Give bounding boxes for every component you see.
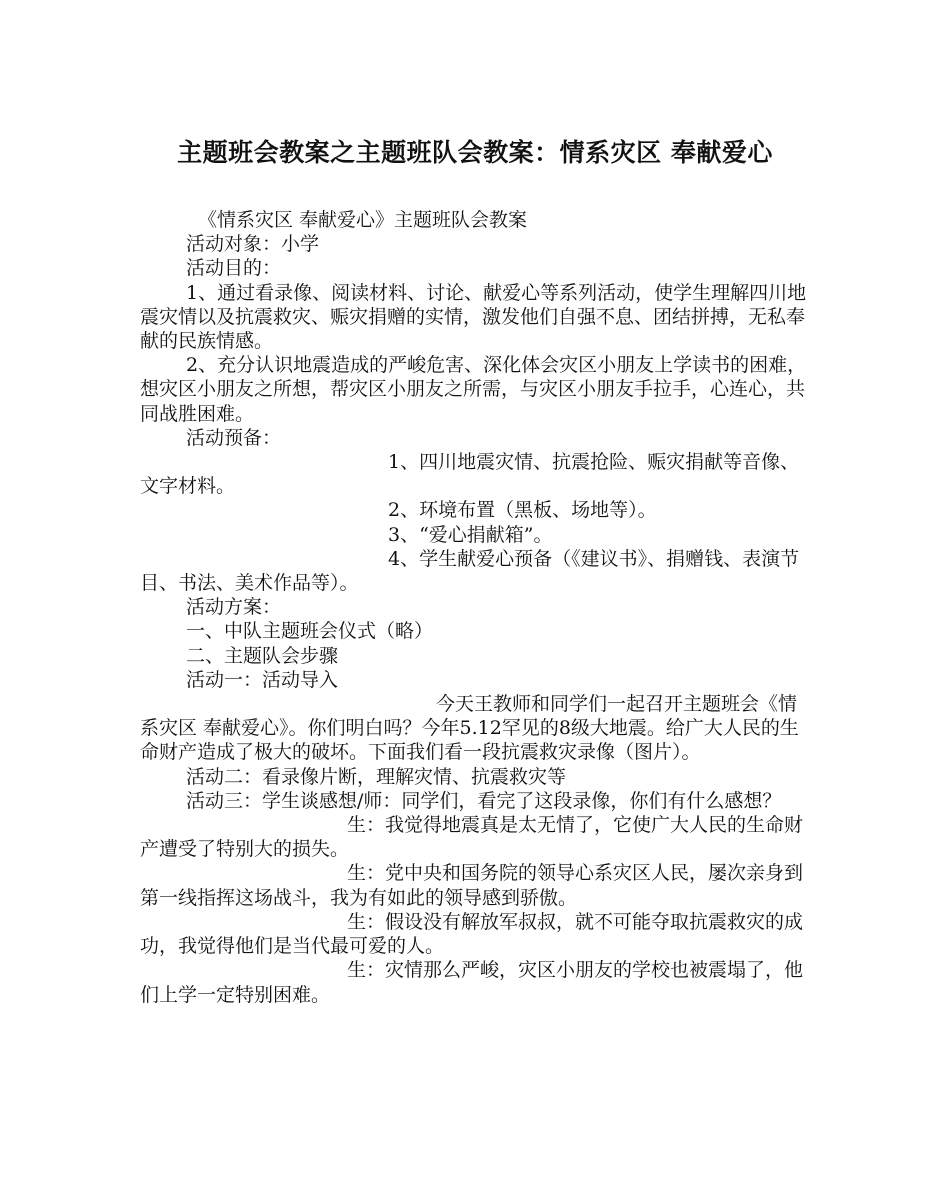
document-body	[140, 208, 812, 1007]
goal-item-1: 1、通过看录像、阅读材料、讨论、献爱心等系列活动，使学生理解四川地震灾情以及抗震救灾、赈灾捐赠的实情，激发他们自强不息、团结拼搏，无私奉献的民族情感。	[140, 281, 807, 353]
plan-label: 活动方案：	[186, 596, 282, 619]
student-response-4: 生：灾情那么严峻，灾区小朋友的学校也被震塌了，他们上学一定特别困难。	[140, 959, 804, 1006]
plan-step-2: 二、主题队会步骤	[186, 644, 339, 667]
document-title: 主题班会教案之主题班队会教案：情系灾区 奉献爱心	[177, 138, 773, 167]
activity-three: 活动三：学生谈感想/师：同学们，看完了这段录像，你们有什么感想？	[186, 789, 782, 812]
preparation-label: 活动预备：	[186, 426, 282, 449]
preparation-item-2: 2、环境布置（黑板、场地等）。	[388, 499, 657, 522]
activity-target: 活动对象：小学	[186, 233, 320, 256]
activity-two: 活动二：看录像片断，理解灾情、抗震救灾等	[186, 765, 567, 788]
preparation-item-4: 4、学生献爱心预备（《建议书》、捐赠钱、表演节目、书法、美术作品等）。	[140, 547, 800, 595]
goal-item-2: 2、充分认识地震造成的严峻危害、深化体会灾区小朋友上学读书的困难，想灾区小朋友之所想，帮灾区小朋友之所需，与灾区小朋友手拉手，心连心，共同战胜困难。	[140, 354, 807, 425]
preparation-item-1: 1、四川地震灾情、抗震抢险、赈灾捐献等音像、文字材料。	[140, 451, 800, 498]
activity-one: 活动一：活动导入	[186, 668, 339, 691]
student-response-3: 生：假设没有解放军叔叔，就不可能夺取抗震救灾的成功，我觉得他们是当代最可爱的人。	[140, 910, 804, 958]
lesson-plan-heading: 《情系灾区 奉献爱心》主题班队会教案	[198, 209, 528, 231]
activity-one-text: 今天王教师和同学们一起召开主题班会《情系灾区 奉献爱心》。你们明白吗？今年5.12罕见的8级大地震。给广大人民的生命财产造成了极大的破坏。下面我们看一段抗震救灾录像（图片）。	[140, 693, 799, 764]
student-response-1: 生：我觉得地震真是太无情了，它使广大人民的生命财产遭受了特别大的损失。	[140, 814, 804, 861]
student-response-2: 生：党中央和国务院的领导心系灾区人民，屡次亲身到第一线指挥这场战斗，我为有如此的领导感到骄傲。	[140, 862, 804, 909]
activity-goals-label: 活动目的：	[186, 257, 282, 280]
plan-step-1: 一、中队主题班会仪式（略）	[186, 620, 434, 643]
preparation-item-3: 3、“爱心捐献箱”。	[388, 523, 553, 546]
